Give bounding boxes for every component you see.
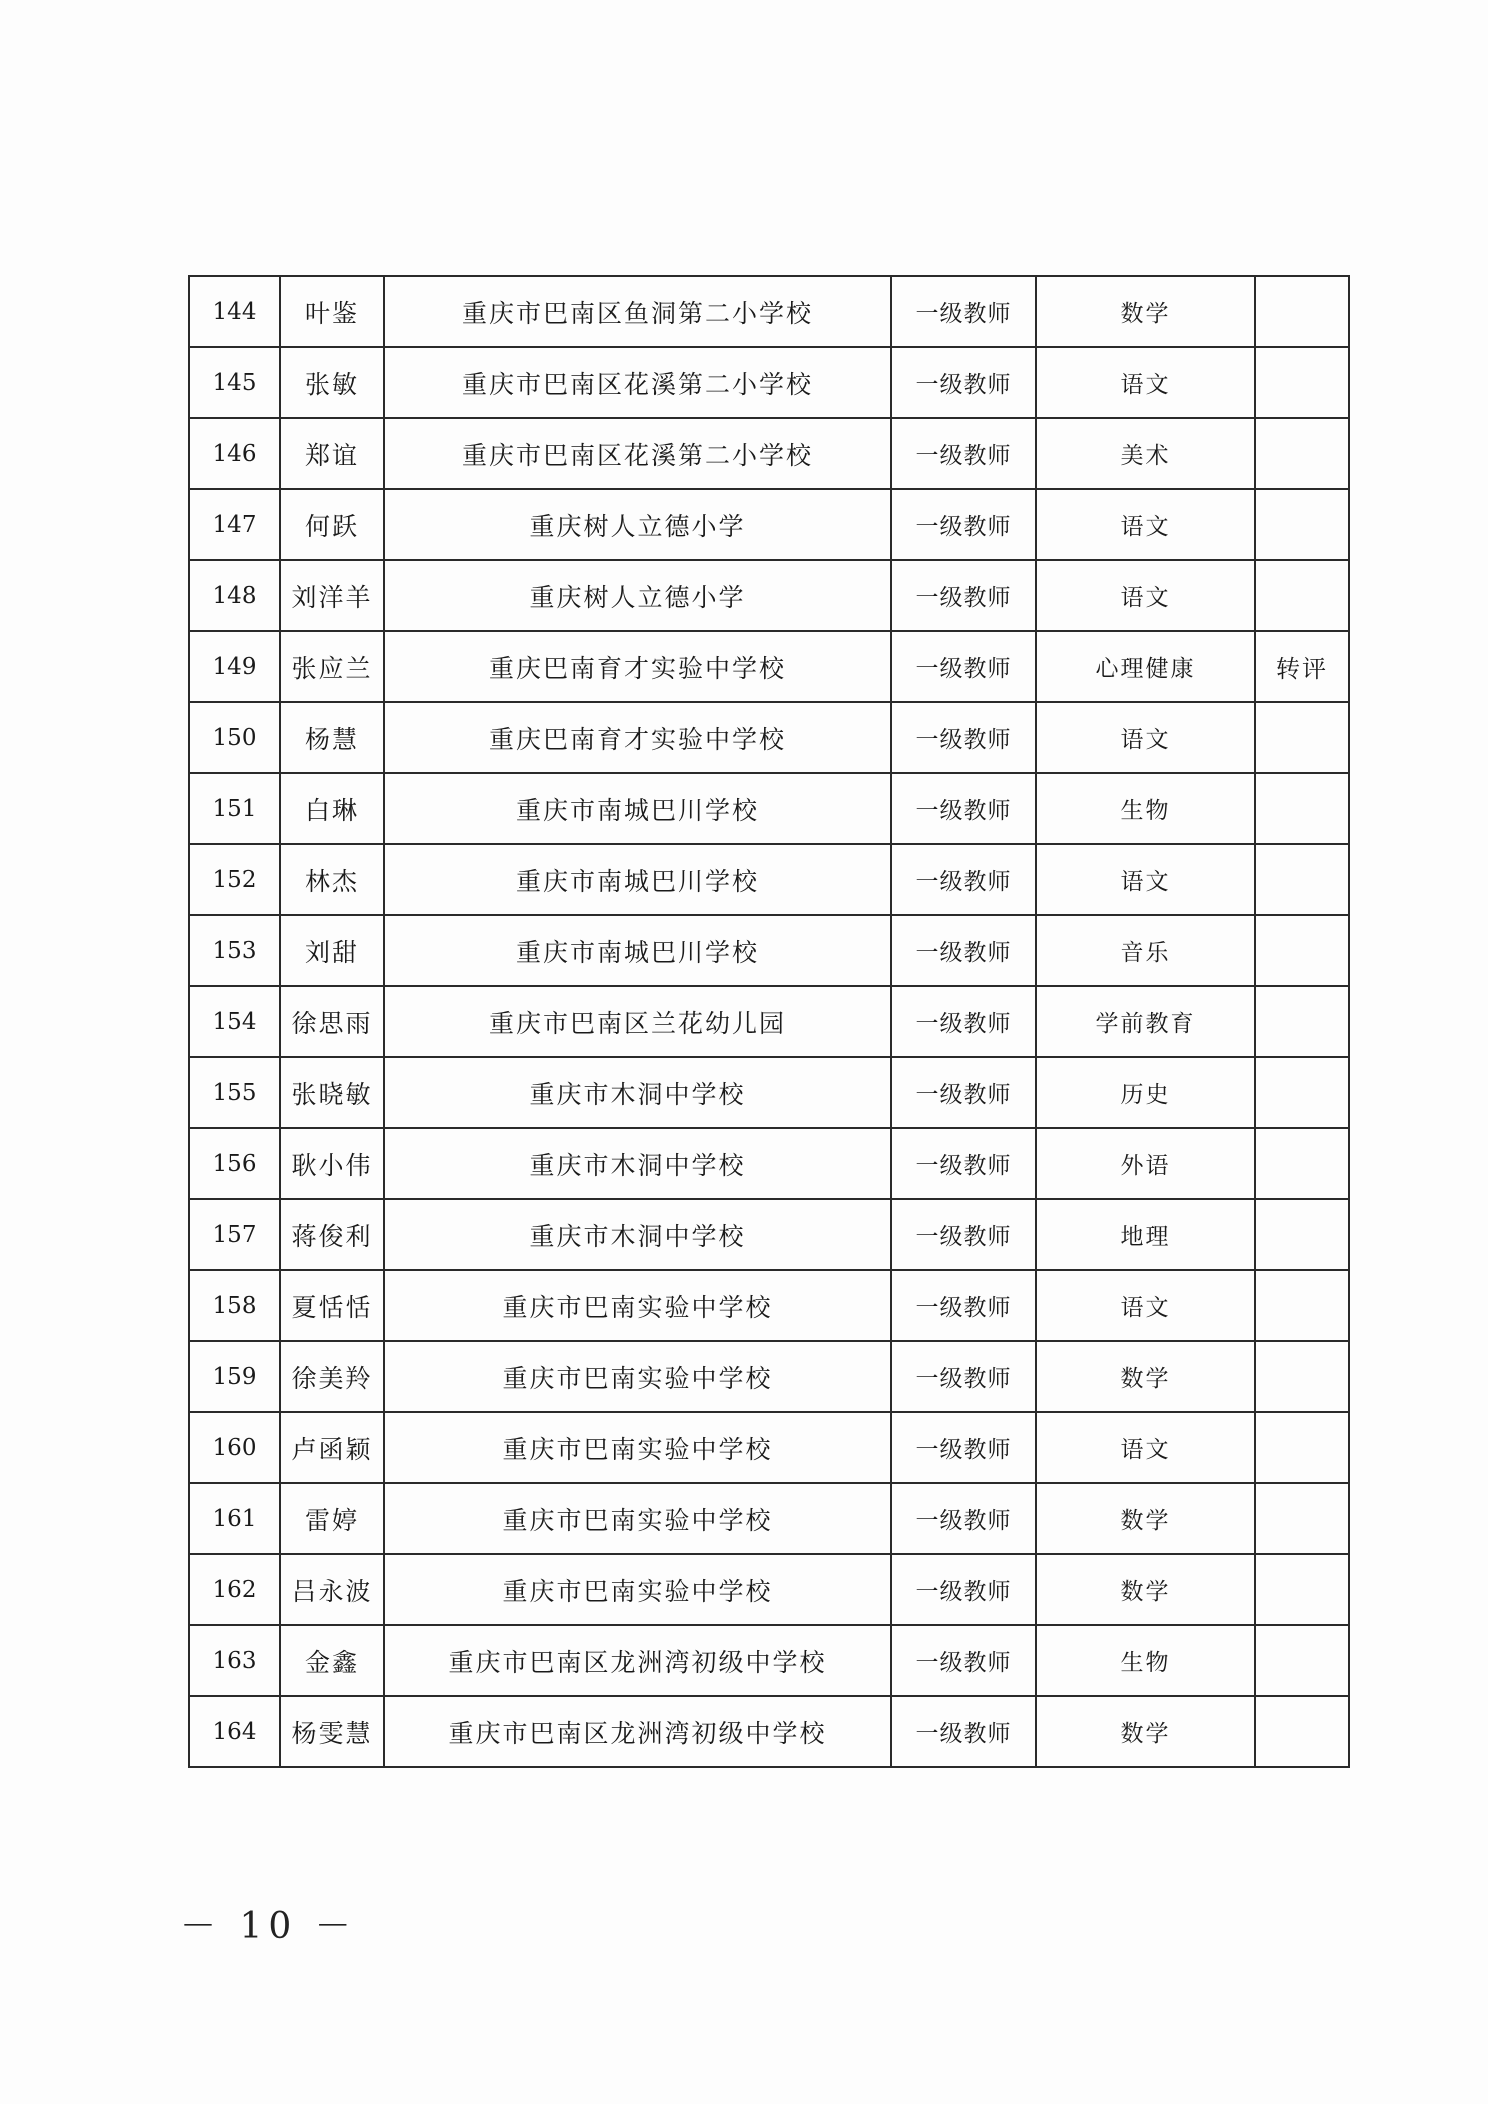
cell-subject: 语文 [1036, 702, 1255, 773]
cell-note [1255, 1199, 1349, 1270]
cell-subject: 美术 [1036, 418, 1255, 489]
cell-name: 蒋俊利 [280, 1199, 384, 1270]
cell-school: 重庆树人立德小学 [384, 560, 891, 631]
table-row [189, 1270, 1349, 1341]
cell-name: 徐思雨 [280, 986, 384, 1057]
cell-number: 158 [189, 1270, 280, 1341]
table-row [189, 1057, 1349, 1128]
cell-subject: 外语 [1036, 1128, 1255, 1199]
cell-title: 一级教师 [891, 1483, 1036, 1554]
cell-number: 154 [189, 986, 280, 1057]
table-row [189, 1341, 1349, 1412]
cell-note [1255, 1554, 1349, 1625]
cell-school: 重庆市巴南实验中学校 [384, 1483, 891, 1554]
roster-body [189, 276, 1349, 1767]
cell-name: 金鑫 [280, 1625, 384, 1696]
cell-name: 郑谊 [280, 418, 384, 489]
cell-note: 转评 [1255, 631, 1349, 702]
cell-name: 夏恬恬 [280, 1270, 384, 1341]
cell-name: 杨雯慧 [280, 1696, 384, 1767]
cell-title: 一级教师 [891, 347, 1036, 418]
cell-number: 162 [189, 1554, 280, 1625]
cell-note [1255, 844, 1349, 915]
cell-title: 一级教师 [891, 1057, 1036, 1128]
cell-note [1255, 1270, 1349, 1341]
cell-note [1255, 560, 1349, 631]
cell-school: 重庆市巴南区龙洲湾初级中学校 [384, 1625, 891, 1696]
cell-title: 一级教师 [891, 1625, 1036, 1696]
table-row [189, 844, 1349, 915]
cell-note [1255, 347, 1349, 418]
cell-name: 叶鉴 [280, 276, 384, 347]
cell-title: 一级教师 [891, 1696, 1036, 1767]
cell-number: 157 [189, 1199, 280, 1270]
cell-subject: 语文 [1036, 489, 1255, 560]
cell-subject: 数学 [1036, 1554, 1255, 1625]
cell-number: 145 [189, 347, 280, 418]
cell-number: 144 [189, 276, 280, 347]
cell-school: 重庆市南城巴川学校 [384, 773, 891, 844]
cell-number: 149 [189, 631, 280, 702]
cell-name: 刘甜 [280, 915, 384, 986]
cell-number: 153 [189, 915, 280, 986]
cell-school: 重庆市巴南实验中学校 [384, 1341, 891, 1412]
cell-name: 林杰 [280, 844, 384, 915]
cell-note [1255, 1057, 1349, 1128]
cell-note [1255, 773, 1349, 844]
cell-title: 一级教师 [891, 915, 1036, 986]
cell-name: 何跃 [280, 489, 384, 560]
cell-number: 151 [189, 773, 280, 844]
cell-subject: 数学 [1036, 1341, 1255, 1412]
cell-school: 重庆市巴南区花溪第二小学校 [384, 418, 891, 489]
cell-name: 徐美羚 [280, 1341, 384, 1412]
cell-title: 一级教师 [891, 986, 1036, 1057]
cell-name: 雷婷 [280, 1483, 384, 1554]
cell-school: 重庆市巴南实验中学校 [384, 1270, 891, 1341]
table-row [189, 418, 1349, 489]
cell-name: 张晓敏 [280, 1057, 384, 1128]
cell-number: 156 [189, 1128, 280, 1199]
cell-subject: 生物 [1036, 773, 1255, 844]
cell-name: 卢函颖 [280, 1412, 384, 1483]
cell-note [1255, 1483, 1349, 1554]
cell-note [1255, 276, 1349, 347]
cell-school: 重庆市木洞中学校 [384, 1057, 891, 1128]
table-row [189, 631, 1349, 702]
cell-title: 一级教师 [891, 1128, 1036, 1199]
cell-subject: 数学 [1036, 1696, 1255, 1767]
cell-title: 一级教师 [891, 1270, 1036, 1341]
cell-school: 重庆巴南育才实验中学校 [384, 702, 891, 773]
cell-school: 重庆市巴南区兰花幼儿园 [384, 986, 891, 1057]
cell-title: 一级教师 [891, 844, 1036, 915]
cell-school: 重庆市木洞中学校 [384, 1199, 891, 1270]
table-row [189, 347, 1349, 418]
cell-name: 杨慧 [280, 702, 384, 773]
cell-school: 重庆市巴南区龙洲湾初级中学校 [384, 1696, 891, 1767]
cell-number: 150 [189, 702, 280, 773]
cell-title: 一级教师 [891, 276, 1036, 347]
cell-school: 重庆市巴南区花溪第二小学校 [384, 347, 891, 418]
table-row [189, 1625, 1349, 1696]
cell-note [1255, 915, 1349, 986]
cell-title: 一级教师 [891, 773, 1036, 844]
cell-subject: 语文 [1036, 347, 1255, 418]
cell-subject: 学前教育 [1036, 986, 1255, 1057]
cell-title: 一级教师 [891, 631, 1036, 702]
cell-number: 164 [189, 1696, 280, 1767]
cell-school: 重庆市南城巴川学校 [384, 844, 891, 915]
cell-subject: 语文 [1036, 844, 1255, 915]
cell-number: 146 [189, 418, 280, 489]
cell-number: 163 [189, 1625, 280, 1696]
cell-note [1255, 986, 1349, 1057]
cell-subject: 音乐 [1036, 915, 1255, 986]
cell-subject: 数学 [1036, 1483, 1255, 1554]
cell-school: 重庆市木洞中学校 [384, 1128, 891, 1199]
cell-name: 耿小伟 [280, 1128, 384, 1199]
table-row [189, 1128, 1349, 1199]
cell-title: 一级教师 [891, 489, 1036, 560]
table-row [189, 1199, 1349, 1270]
cell-note [1255, 1128, 1349, 1199]
cell-title: 一级教师 [891, 1199, 1036, 1270]
cell-name: 吕永波 [280, 1554, 384, 1625]
cell-note [1255, 1625, 1349, 1696]
table-row [189, 773, 1349, 844]
table-row [189, 1483, 1349, 1554]
cell-note [1255, 418, 1349, 489]
cell-title: 一级教师 [891, 560, 1036, 631]
cell-subject: 语文 [1036, 1270, 1255, 1341]
cell-school: 重庆市巴南实验中学校 [384, 1554, 891, 1625]
cell-subject: 地理 [1036, 1199, 1255, 1270]
cell-title: 一级教师 [891, 418, 1036, 489]
cell-title: 一级教师 [891, 1412, 1036, 1483]
cell-title: 一级教师 [891, 1341, 1036, 1412]
cell-note [1255, 702, 1349, 773]
table-row [189, 986, 1349, 1057]
table-row [189, 1696, 1349, 1767]
cell-title: 一级教师 [891, 1554, 1036, 1625]
cell-subject: 数学 [1036, 276, 1255, 347]
table-row [189, 1554, 1349, 1625]
table-row [189, 915, 1349, 986]
cell-subject: 语文 [1036, 560, 1255, 631]
cell-note [1255, 1696, 1349, 1767]
cell-number: 160 [189, 1412, 280, 1483]
table-row [189, 1412, 1349, 1483]
cell-school: 重庆市巴南实验中学校 [384, 1412, 891, 1483]
cell-title: 一级教师 [891, 702, 1036, 773]
cell-subject: 心理健康 [1036, 631, 1255, 702]
cell-subject: 生物 [1036, 1625, 1255, 1696]
table-row [189, 276, 1349, 347]
cell-number: 148 [189, 560, 280, 631]
cell-school: 重庆巴南育才实验中学校 [384, 631, 891, 702]
cell-school: 重庆树人立德小学 [384, 489, 891, 560]
cell-school: 重庆市南城巴川学校 [384, 915, 891, 986]
cell-number: 152 [189, 844, 280, 915]
page-number: － 10 － [180, 1906, 357, 1947]
table-row [189, 702, 1349, 773]
teacher-roster-table [188, 275, 1350, 1768]
cell-name: 刘洋羊 [280, 560, 384, 631]
cell-note [1255, 1412, 1349, 1483]
cell-number: 147 [189, 489, 280, 560]
table-row [189, 489, 1349, 560]
cell-name: 白琳 [280, 773, 384, 844]
cell-note [1255, 1341, 1349, 1412]
cell-name: 张敏 [280, 347, 384, 418]
cell-note [1255, 489, 1349, 560]
cell-number: 155 [189, 1057, 280, 1128]
cell-number: 159 [189, 1341, 280, 1412]
table-row [189, 560, 1349, 631]
cell-subject: 语文 [1036, 1412, 1255, 1483]
cell-name: 张应兰 [280, 631, 384, 702]
cell-number: 161 [189, 1483, 280, 1554]
cell-school: 重庆市巴南区鱼洞第二小学校 [384, 276, 891, 347]
cell-subject: 历史 [1036, 1057, 1255, 1128]
